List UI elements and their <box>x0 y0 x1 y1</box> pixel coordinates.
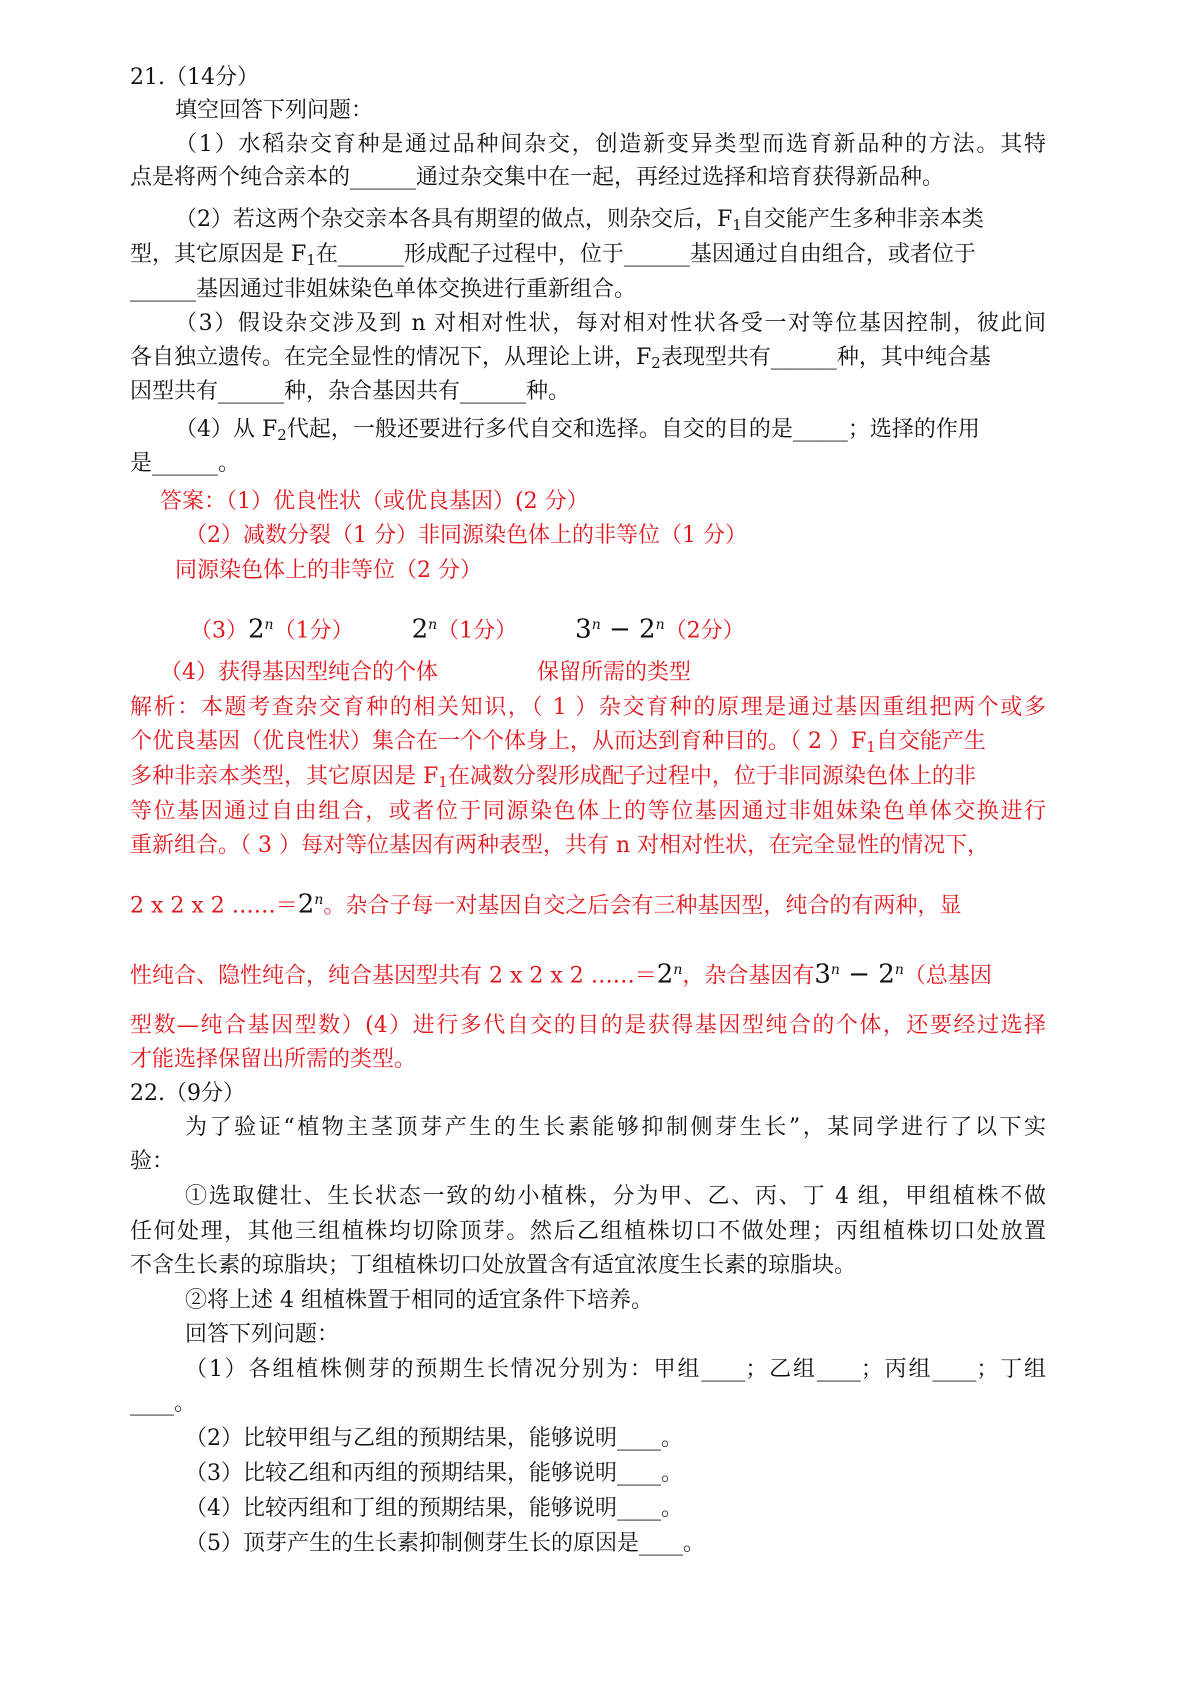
q22-line10: （2）比较甲组与乙组的预期结果，能够说明____。 <box>185 1426 683 1451</box>
q22-line7: 回答下列问题： <box>185 1322 340 1347</box>
q21-analysis-5: 重新组合。（ 3 ）每对等位基因有两种表型，共有 n 对相对性状，在完全显性的情况下， <box>130 833 990 858</box>
q21-answer-1: 答案：（1）优良性状（或优良基因）(2 分） <box>160 489 589 514</box>
q21-p1-line1: （1）水稻杂交育种是通过品种间杂交，创造新变异类型而选育新品种的方法。其特 <box>175 132 1046 157</box>
q21-p3-line2: 各自独立遗传。在完全显性的情况下，从理论上讲，$F_2$表现型共有______种，其中纯合基 <box>130 345 991 372</box>
q21-analysis-8: 型数—纯合基因型数）(4）进行多代自交的目的是获得基因型纯合的个体，还要经过选择 <box>130 1013 1046 1038</box>
q21-analysis-4: 等位基因通过自由组合，或者位于同源染色体上的等位基因通过非姐妹染色单体交换进行 <box>130 799 1046 824</box>
q21-p4-line2: 是______。 <box>130 451 241 476</box>
q22-line8: （1）各组植株侧芽的预期生长情况分别为：甲组____；乙组____；丙组____；丁组 <box>185 1357 1046 1382</box>
q21-answer-4b: 保留所需的类型 <box>537 660 692 685</box>
q21-p2-line3: ______基因通过非姐妹染色单体交换进行重新组合。 <box>130 277 637 302</box>
q21-p3-line1: （3）假设杂交涉及到 n 对相对性状，每对相对性状各受一对等位基因控制，彼此间 <box>175 311 1046 336</box>
q21-p2-line2: 型，其它原因是 $F_1$在______形成配子过程中，位于______基因通过自由组合，或者位于 <box>130 242 976 269</box>
q21-answer-4a: （4）获得基因型纯合的个体 <box>160 660 438 685</box>
q21-answer-3: （3）2$^n$（1分） 2$^n$（1分） $3^n - 2^n(2$分） <box>190 614 745 645</box>
q22-line5: 不含生长素的琼脂块；丁组植株切口处放置含有适宜浓度生长素的琼脂块。 <box>130 1253 857 1278</box>
q22-line2: 验： <box>130 1149 175 1174</box>
q21-analysis-3: 多种非亲本类型，其它原因是 $F_1$在减数分裂形成配子过程中，位于非同源染色体上的非 <box>130 764 976 791</box>
q22-line9: ____。 <box>130 1391 197 1416</box>
q21-intro: 填空回答下列问题： <box>175 98 374 123</box>
q21-analysis-9: 才能选择保留出所需的类型。 <box>130 1047 417 1072</box>
q22-line6: ②将上述 4 组植株置于相同的适宜条件下培养。 <box>185 1288 653 1313</box>
q21-answer-2: （2）减数分裂（1 分）非同源染色体上的非等位（1 分） <box>185 523 747 548</box>
q21-header: 21.（14分） <box>130 65 259 90</box>
q21-p1-line2: 点是将两个纯合亲本的______通过杂交集中在一起，再经过选择和培育获得新品种。 <box>130 165 945 190</box>
q22-line1: 为了验证“植物主茎顶芽产生的生长素能够抑制侧芽生长”，某同学进行了以下实 <box>185 1115 1046 1140</box>
q22-line12: （4）比较丙组和丁组的预期结果，能够说明____。 <box>185 1496 683 1521</box>
q21-p4-line1: （4）从 $F_2$代起，一般还要进行多代自交和选择。自交的目的是_____；选择的作用 <box>175 417 980 444</box>
q21-analysis-1: 解析：本题考查杂交育种的相关知识，（ 1 ）杂交育种的原理是通过基因重组把两个或多 <box>130 695 1046 720</box>
q21-analysis-2: 个优良基因（优良性状）集合在一个个体身上，从而达到育种目的。（ 2 ）$F_1$自交能产生 <box>130 729 986 756</box>
q22-line3: ①选取健壮、生长状态一致的幼小植株，分为甲、乙、丙、丁 4 组，甲组植株不做 <box>185 1184 1046 1209</box>
q21-p3-line3: 因型共有______种，杂合基因共有______种。 <box>130 379 571 404</box>
q22-line13: （5）顶芽产生的生长素抑制侧芽生长的原因是____。 <box>185 1531 705 1556</box>
q21-analysis-6: 2 x 2 x 2 $\dots\dots=2^n$。杂合子每一对基因自交之后会有三种基因型，纯合的有两种，显 <box>130 889 962 920</box>
q22-line11: （3）比较乙组和丙组的预期结果，能够说明____。 <box>185 1461 683 1486</box>
q22-header: 22.（9分） <box>130 1081 245 1106</box>
q21-answer-2b: 同源染色体上的非等位（2 分） <box>175 558 482 583</box>
q21-analysis-7: 性纯合、隐性纯合，纯合基因型共有 2 x 2 x 2 $\dots\dots=2^n$，杂合基因有$3^n - 2^n$（总基因 <box>130 959 992 990</box>
q22-line4: 任何处理，其他三组植株均切除顶芽。然后乙组植株切口不做处理；丙组植株切口处放置 <box>130 1219 1046 1244</box>
q21-p2-line1: （2）若这两个杂交亲本各具有期望的做点，则杂交后，$F_1$自交能产生多种非亲本类 <box>175 207 984 234</box>
